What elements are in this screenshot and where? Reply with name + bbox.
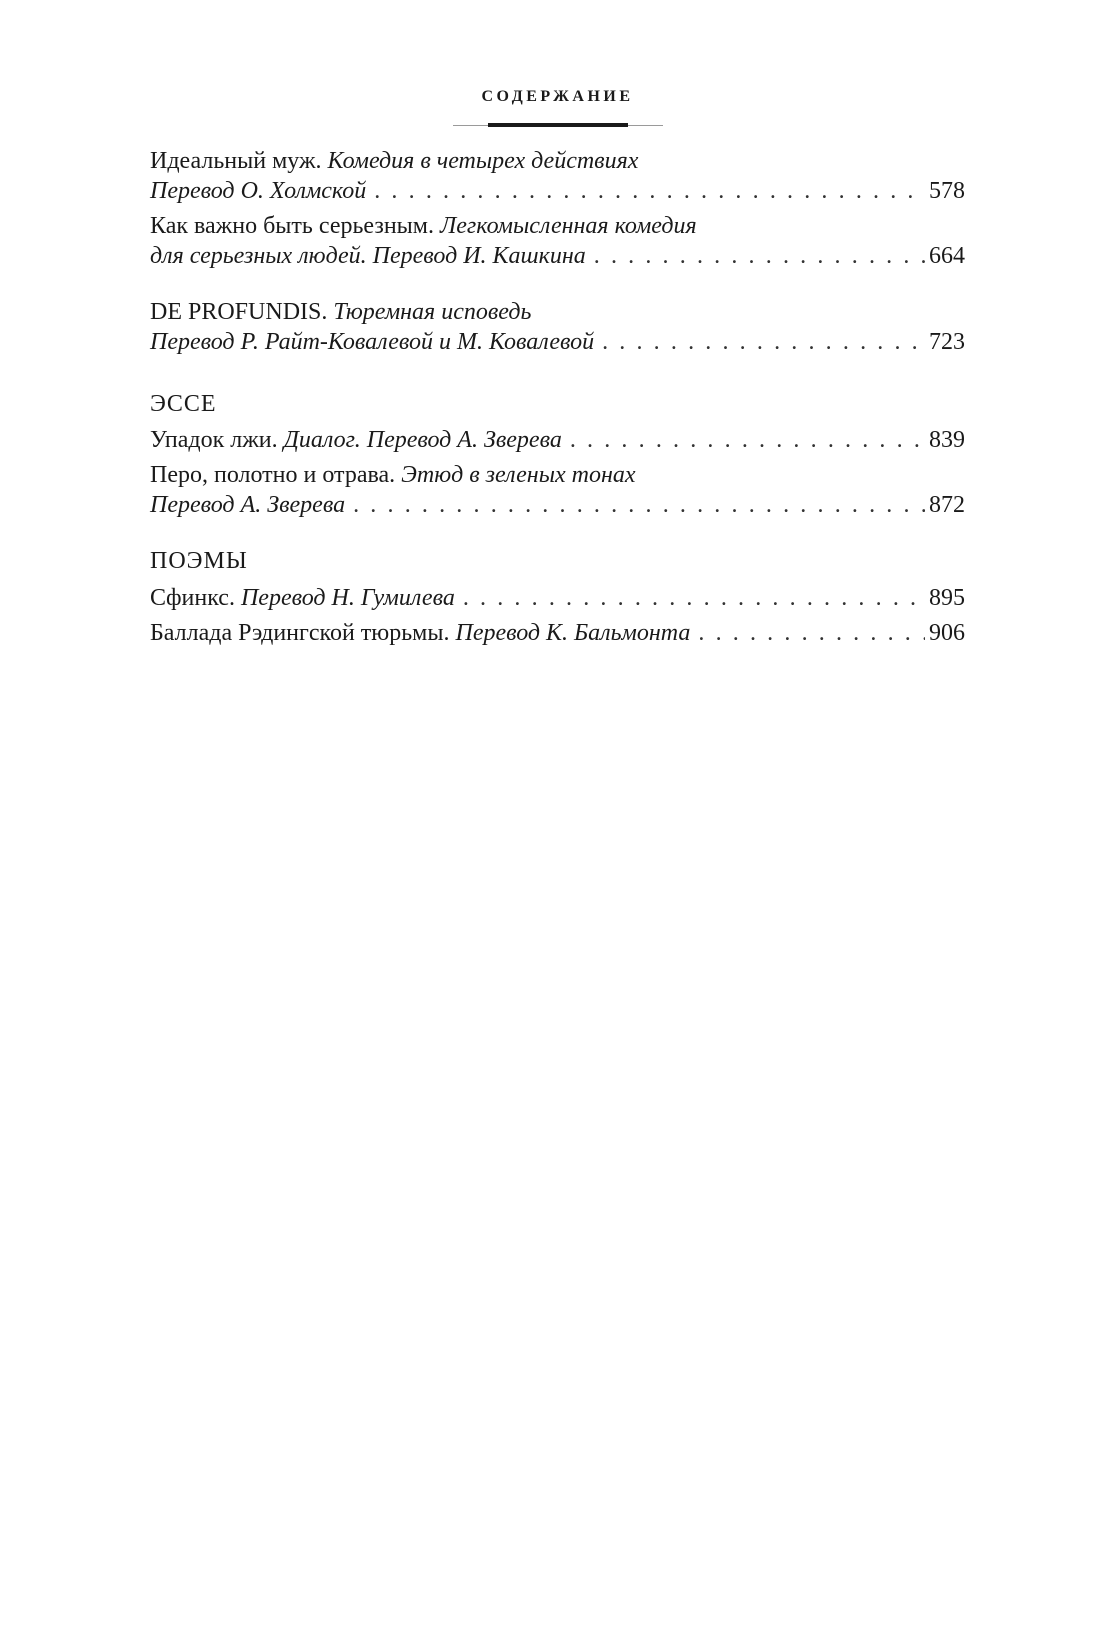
entry-subtitle: Этюд в зеленых тонах: [401, 462, 636, 488]
entry-subtitle-cont: для серьезных людей.: [150, 243, 367, 269]
dot-leader: [353, 490, 925, 520]
dot-leader: [698, 618, 925, 648]
dot-leader: [374, 176, 925, 206]
toc-entry-pen-pencil-poison-line2: [150, 490, 965, 520]
entry-title: Как важно быть серьезным.: [150, 213, 434, 239]
page-number: 895: [929, 585, 965, 611]
section-heading-essays: ЭССЕ: [150, 391, 217, 417]
entry-translator: Перевод И. Кашкина: [372, 243, 586, 269]
entry-translator: Перевод Р. Райт-Ковалевой и М. Ковалевой: [150, 329, 595, 355]
entry-translator: Перевод К. Бальмонта: [455, 620, 691, 646]
page-number: 723: [929, 329, 965, 355]
page-number: 872: [929, 492, 965, 518]
toc-entry-ideal-husband-line2: [150, 176, 965, 206]
page-number: 839: [929, 427, 965, 453]
entry-title: Перо, полотно и отрава.: [150, 462, 396, 488]
toc-entry-earnest-line2: [150, 241, 965, 271]
entry-subtitle: Комедия в четырех действиях: [327, 148, 639, 174]
toc-entry-earnest-line1: [150, 211, 965, 241]
entry-title: Идеальный муж.: [150, 148, 322, 174]
dot-leader: [594, 241, 925, 271]
dot-leader: [463, 583, 925, 613]
page-number: 906: [929, 620, 965, 646]
page-number: 664: [929, 243, 965, 269]
entry-subtitle: Диалог.: [283, 427, 361, 453]
toc-entry-reading-gaol: [150, 618, 965, 648]
entry-subtitle: Тюремная исповедь: [333, 299, 532, 325]
entry-title: Баллада Рэдингской тюрьмы.: [150, 620, 450, 646]
section-heading-poems: ПОЭМЫ: [150, 548, 248, 574]
toc-entry-pen-pencil-poison-line1: [150, 460, 965, 490]
toc-entry-decay-of-lying: [150, 425, 965, 455]
entry-translator: Перевод А. Зверева: [366, 427, 562, 453]
entry-translator: Перевод Н. Гумилева: [240, 585, 455, 611]
entry-title: Сфинкс.: [150, 585, 235, 611]
entry-title: Упадок лжи.: [150, 427, 278, 453]
header-rule-accent: [488, 123, 628, 127]
toc-entry-ideal-husband-line1: [150, 146, 965, 176]
running-head: СОДЕРЖАНИЕ: [481, 88, 634, 105]
entry-title: DE PROFUNDIS.: [150, 299, 328, 325]
toc-entry-de-profundis-line1: [150, 297, 965, 327]
page-number: 578: [929, 178, 965, 204]
toc-entry-sphinx: [150, 583, 965, 613]
entry-translator: Перевод А. Зверева: [150, 492, 346, 518]
dot-leader: [570, 425, 925, 455]
entry-translator: Перевод О. Холмской: [150, 178, 367, 204]
entry-subtitle: Легкомысленная комедия: [440, 213, 697, 239]
dot-leader: [602, 327, 925, 357]
toc-entry-de-profundis-line2: [150, 327, 965, 357]
